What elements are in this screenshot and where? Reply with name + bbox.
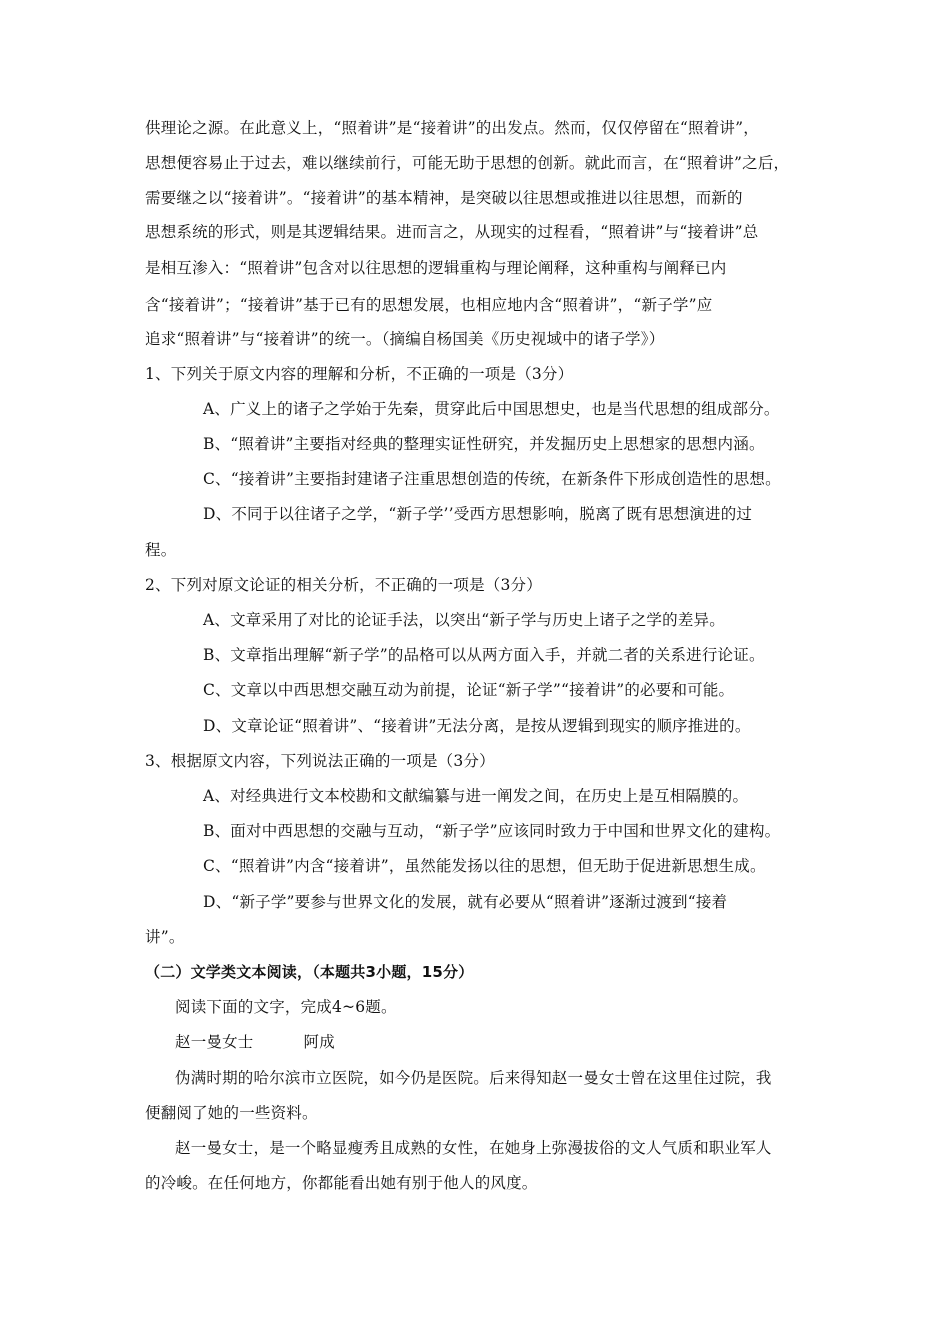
question-2-option-b: B、文章指出理解“新子学”的品格可以从两方面入手，并就二者的关系进行论证。 [203, 646, 765, 664]
question-2-stem: 2、下列对原文论证的相关分析，不正确的一项是（3分） [145, 576, 542, 594]
question-1-stem: 1、下列关于原文内容的理解和分析，不正确的一项是（3分） [145, 365, 574, 383]
question-2-option-c: C、文章以中西思想交融互动为前提，论证“新子学”“接着讲”的必要和可能。 [203, 681, 735, 699]
question-1-option-a: A、广义上的诸子之学始于先秦，贯穿此后中国思想史，也是当代思想的组成部分。 [203, 400, 780, 418]
question-2-option-d: D、文章论证“照着讲”、“接着讲”无法分离，是按从逻辑到现实的顺序推进的。 [203, 717, 751, 735]
story-paragraph-line: 便翻阅了她的一些资料。 [145, 1104, 318, 1122]
question-1-option-d-continuation: 程。 [145, 541, 177, 559]
section-instruction: 阅读下面的文字，完成4~6题。 [175, 998, 397, 1016]
question-1-option-c: C、“接着讲”主要指封建诸子注重思想创造的传统，在新条件下形成创造性的思想。 [203, 470, 781, 488]
story-paragraph-line: 的冷峻。在任何地方，你都能看出她有别于他人的风度。 [145, 1174, 538, 1192]
question-3-option-b: B、面对中西思想的交融与互动，“新子学”应该同时致力于中国和世界文化的建构。 [203, 822, 781, 840]
passage-line: 思想系统的形式，则是其逻辑结果。进而言之，从现实的过程看，“照着讲”与“接着讲”总 [145, 223, 759, 241]
story-title-line [175, 1032, 855, 1052]
question-3-option-a: A、对经典进行文本校勘和文献编纂与进一阐发之间，在历史上是互相隔膜的。 [203, 787, 749, 805]
question-1-option-d: D、不同于以往诸子之学，“新子学’’受西方思想影响，脱离了既有思想演进的过 [203, 505, 753, 523]
question-2-option-a: A、文章采用了对比的论证手法，以突出“新子学与历史上诸子之学的差异。 [203, 611, 725, 629]
passage-line: 需要继之以“接着讲”。“接着讲”的基本精神，是突破以往思想或推进以往思想，而新的 [145, 189, 743, 207]
section-heading: （二）文学类文本阅读，（本题共3小题，15分） [145, 963, 474, 981]
passage-line: 供理论之源。在此意义上，“照着讲”是“接着讲”的出发点。然而，仅仅停留在“照着讲”， [145, 119, 759, 137]
question-3-option-d: D、“新子学”要参与世界文化的发展，就有必要从“照着讲”逐渐过渡到“接着 [203, 893, 728, 911]
question-1-option-b: B、“照着讲”主要指对经典的整理实证性研究，并发掘历史上思想家的思想内涵。 [203, 435, 765, 453]
passage-line: 含“接着讲”；“接着讲”基于已有的思想发展，也相应地内含“照着讲”，“新子学”应 [145, 296, 713, 314]
story-title: 赵一曼女士 [175, 1033, 254, 1051]
story-paragraph-line: 赵一曼女士，是一个略显瘦秀且成熟的女性，在她身上弥漫拔俗的文人气质和职业军人 [175, 1139, 772, 1157]
question-3-option-c: C、“照着讲”内含“接着讲”，虽然能发扬以往的思想，但无助于促进新思想生成。 [203, 857, 766, 875]
passage-line: 思想便容易止于过去，难以继续前行，可能无助于思想的创新。就此而言，在“照着讲”之后， [145, 154, 790, 172]
passage-line: 追求“照着讲”与“接着讲”的统一。（摘编自杨国美《历史视域中的诸子学》） [145, 330, 665, 348]
question-3-option-d-continuation: 讲”。 [145, 928, 185, 946]
story-author: 阿成 [303, 1033, 335, 1051]
passage-line: 是相互渗入：“照着讲”包含对以往思想的逻辑重构与理论阐释，这种重构与阐释已内 [145, 259, 727, 277]
question-3-stem: 3、根据原文内容，下列说法正确的一项是（3分） [145, 752, 495, 770]
story-paragraph-line: 伪满时期的哈尔滨市立医院，如今仍是医院。后来得知赵一曼女士曾在这里住过院，我 [175, 1069, 772, 1087]
